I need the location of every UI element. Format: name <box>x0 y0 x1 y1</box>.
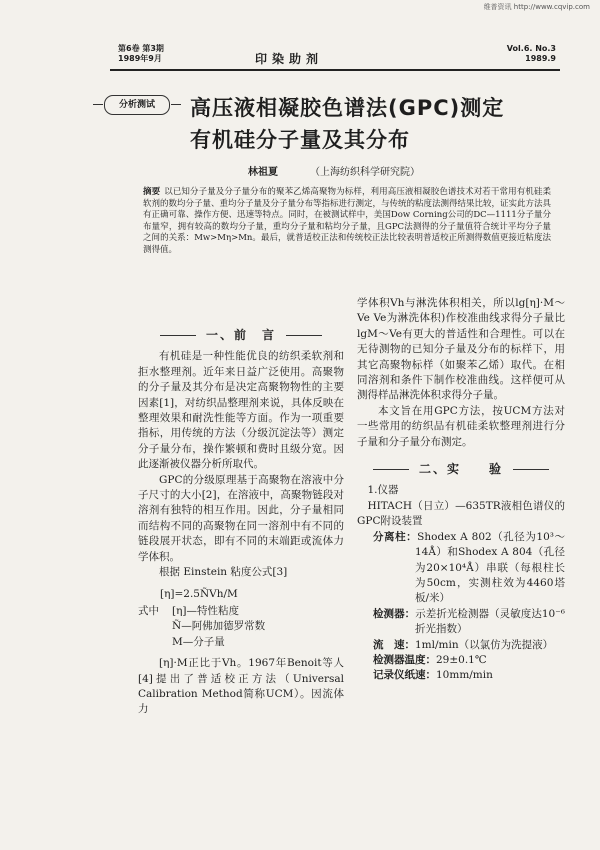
abstract-text: 以已知分子量及分子量分布的聚苯乙烯高聚物为标样，利用高压液相凝胶色谱技术对若干常用有机硅柔软剂的数均分子量、重均分子量及分子量分布等指标进行测定，与传统的粘度法测得结果比较，证实此方法具有正确可靠、操作方便、迅速等特点。同时，在被测试样中，美国Dow Corning公司的DC—1111分子量分布量窄，拥有较高的数均分子量，重均分子量和粘均分子量，且GPC法测得的分子量值符合统计平均分子量之间的关系：Mw>Mη>Mn。最后，就普适校正法和传统校正法比较表明普适校正所测得数值更接近粘度法测得值。 <box>143 187 552 255</box>
formula-legend <box>138 604 344 650</box>
intro-paragraph-2: GPC的分级原理基于高聚物在溶液中分子尺寸的大小[2]，在溶液中，高聚物链段对溶剂有独特的相互作用。因此，分子量相同而结构不同的高聚物在同一溶剂中有不同的链段展开状态，即有不同的末端距或流体力学体积。 <box>138 473 344 563</box>
temp-spec: 检测器温度：29±0.1℃ <box>373 653 487 666</box>
intro-paragraph-4: [η]·M正比于Vh。1967年Benoit等人[4]提出了普适校正方法（Universal Calibration Method简称UCM）。因流体力 <box>138 657 344 716</box>
where-item-2: Ñ—阿佛加德罗常数 <box>172 620 266 633</box>
header-right <box>507 44 556 64</box>
flow-spec: 流 速：1ml/min（以氯仿为洗提液） <box>373 638 554 651</box>
date-en: 1989.9 <box>525 54 556 63</box>
experiment-heading: 二、实 验 <box>357 462 565 477</box>
intro-paragraph-3: 根据 Einstein 粘度公式[3] <box>159 566 288 579</box>
title-line-2: 有机硅分子量及其分布 <box>190 128 410 152</box>
header-left <box>118 44 164 64</box>
section-badge: 分析测试 <box>104 95 170 115</box>
abstract-label: 摘要 <box>143 187 161 197</box>
instrument-block <box>357 483 565 683</box>
where-label: 式中 <box>138 604 159 617</box>
left-column <box>138 328 344 718</box>
volume-cn: 第6卷 第3期 <box>118 44 164 53</box>
right-paragraph-1: 学体积Vh与淋洗体积相关，所以lg[η]·M～Ve Ve为淋洗体积)作校准曲线求得分子量比lgM～Ve有更大的普适性和合理性。可以在无待测物的已知分子量及分布的标样下，用其它高聚物标样（如聚苯乙烯）取代。在相同溶剂和条件下制作校准曲线。这样便可从测得样品淋洗体积求得分子量。 <box>357 297 565 402</box>
author: 林祖夏 <box>248 167 278 178</box>
watermark: 维普资讯 http://www.cqvip.com <box>483 3 590 11</box>
where-item-3: M—分子量 <box>172 635 225 648</box>
einstein-formula: [η]=2.5ÑVh/M <box>160 587 238 600</box>
date-cn: 1989年9月 <box>118 54 162 63</box>
volume-en: Vol.6. No.3 <box>506 44 556 53</box>
right-column <box>357 296 565 684</box>
intro-paragraph-1: 有机硅是一种性能优良的纺织柔软剂和拒水整理剂。近年来日益广泛使用。高聚物的分子量及其分布是决定高聚物物性的主要因素[1]，对纺织品整理剂来说，具体反映在整理效果和耐洗性能等方面。作为一项重要指标，用传统的方法（分级沉淀法等）测定分子量分布，操作繁顿和费时且级分宽。因此逐渐被仪器分析所取代。 <box>138 350 344 471</box>
header-rule <box>110 69 560 71</box>
instrument-desc: HITACH（日立）—635TR液相色谱仪的GPC附设装置 <box>357 499 565 528</box>
detector-spec: 检测器：示差折光检测器（灵敏度达10⁻⁶折光指数） <box>373 607 565 636</box>
intro-heading: 一、前 言 <box>138 328 344 343</box>
recorder-spec: 记录仪纸速：10mm/min <box>373 669 493 682</box>
column-spec: 分离柱：Shodex A 802（孔径为10³～14Å）和Shodex A 804（孔径为20×10⁴Å）串联（每根柱长为50cm，实测柱效为4460塔板/米） <box>373 530 565 605</box>
affiliation: （上海纺织科学研究院） <box>310 167 420 178</box>
abstract <box>143 187 551 256</box>
journal-name: 印染助剂 <box>255 52 324 66</box>
title-line-1: 高压液相凝胶色谱法(GPC)测定 <box>190 96 505 120</box>
where-item-1: [η]—特性粘度 <box>172 604 239 617</box>
instrument-title: 1.仪器 <box>367 484 399 497</box>
right-paragraph-2: 本文旨在用GPC方法，按UCM方法对一些常用的纺织品有机硅柔软整理剂进行分子量和分子量分布测定。 <box>357 404 565 448</box>
